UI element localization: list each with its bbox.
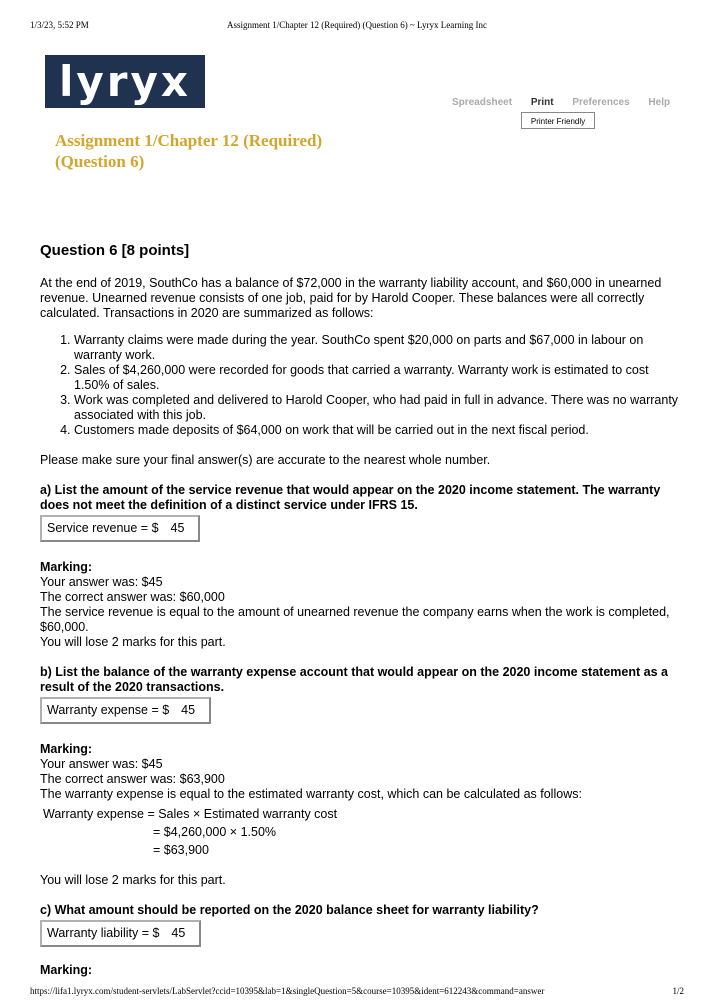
nav-spreadsheet[interactable]: Spreadsheet [452, 97, 513, 108]
your-answer: Your answer was: $45 [40, 575, 163, 589]
transaction-list [40, 333, 680, 438]
accuracy-note: Please make sure your final answer(s) are accurate to the nearest whole number. [40, 453, 491, 467]
list-item: 3. Work was completed and delivered to Harold Cooper, who had paid in full in advance. There was no warranty associated with this job. [74, 393, 680, 423]
answer-label: Warranty expense = $ [47, 703, 170, 717]
penalty-note: You will lose 2 marks for this part. [40, 635, 226, 649]
print-page-title: Assignment 1/Chapter 12 (Required) (Question 6) ~ Lyryx Learning Inc [226, 20, 488, 30]
part-b-prompt: b) List the balance of the warranty expense account that would appear on the 2020 income statement as a result of the 2020 transactions. [40, 665, 668, 694]
question-content [40, 243, 680, 978]
nav-print[interactable]: Print [530, 97, 554, 108]
print-url: https://lifa1.lyryx.com/student-servlets/LabServlet?ccid=10395&lab=1&singleQuestion=5&course=10395&ident=612243&command=answer [30, 986, 545, 996]
list-item: 4. Customers made deposits of $64,000 on work that will be carried out in the next fiscal period. [74, 423, 680, 438]
answer-label: Warranty liability = $ [47, 926, 160, 940]
correct-answer: The correct answer was: $60,000 [40, 590, 225, 604]
answer-value: 45 [170, 521, 185, 535]
top-nav [452, 97, 686, 108]
answer-label: Service revenue = $ [47, 521, 159, 535]
printer-friendly-button[interactable]: Printer Friendly [521, 112, 595, 129]
question-intro: At the end of 2019, SouthCo has a balance of $72,000 in the warranty liability account, and $60,000 in unearned revenue. Unearned revenue consists of one job, paid for by Harold Cooper. These balances were all correctly calculated. Transactions in 2020 are summarized as follows: [40, 276, 662, 320]
marking-label: Marking: [40, 560, 93, 574]
explanation: The service revenue is equal to the amount of unearned revenue the company earns when the work is completed, $60,000. [40, 605, 670, 634]
correct-answer: The correct answer was: $63,900 [40, 772, 225, 786]
warranty-expense-answer-box [40, 697, 211, 724]
lyryx-logo: lyryx [45, 55, 205, 108]
your-answer: Your answer was: $45 [40, 757, 163, 771]
warranty-liability-answer-box [40, 920, 201, 947]
answer-value: 45 [181, 703, 196, 717]
answer-value: 45 [171, 926, 186, 940]
assignment-title: Assignment 1/Chapter 12 (Required) (Question 6) [55, 131, 323, 171]
penalty-note: You will lose 2 marks for this part. [40, 873, 226, 887]
marking-label: Marking: [40, 742, 93, 756]
list-item: 2. Sales of $4,260,000 were recorded for goods that carried a warranty. Warranty work is estimated to cost 1.50% of sales. [74, 363, 680, 393]
formula-line: = $63,900 [153, 843, 209, 857]
question-title: Question 6 [8 points] [40, 242, 190, 259]
list-item: 1. Warranty claims were made during the year. SouthCo spent $20,000 on parts and $67,000 in labour on warranty work. [74, 333, 680, 363]
marking-label: Marking: [40, 963, 93, 977]
service-revenue-answer-box [40, 515, 200, 542]
part-c-prompt: c) What amount should be reported on the 2020 balance sheet for warranty liability? [40, 903, 539, 917]
nav-help[interactable]: Help [648, 97, 671, 108]
warranty-formula [40, 807, 680, 861]
part-a-prompt: a) List the amount of the service revenue that would appear on the 2020 income statement. The warranty does not meet the definition of a distinct service under IFRS 15. [40, 483, 661, 512]
print-datetime: 1/3/23, 5:52 PM [30, 20, 89, 30]
formula-line: = $4,260,000 × 1.50% [153, 825, 277, 839]
nav-preferences[interactable]: Preferences [572, 97, 630, 108]
formula-line: Warranty expense = Sales × Estimated warranty cost [43, 807, 338, 821]
print-page-number: 1/2 [672, 986, 684, 996]
explanation: The warranty expense is equal to the estimated warranty cost, which can be calculated as follows: [40, 787, 582, 801]
